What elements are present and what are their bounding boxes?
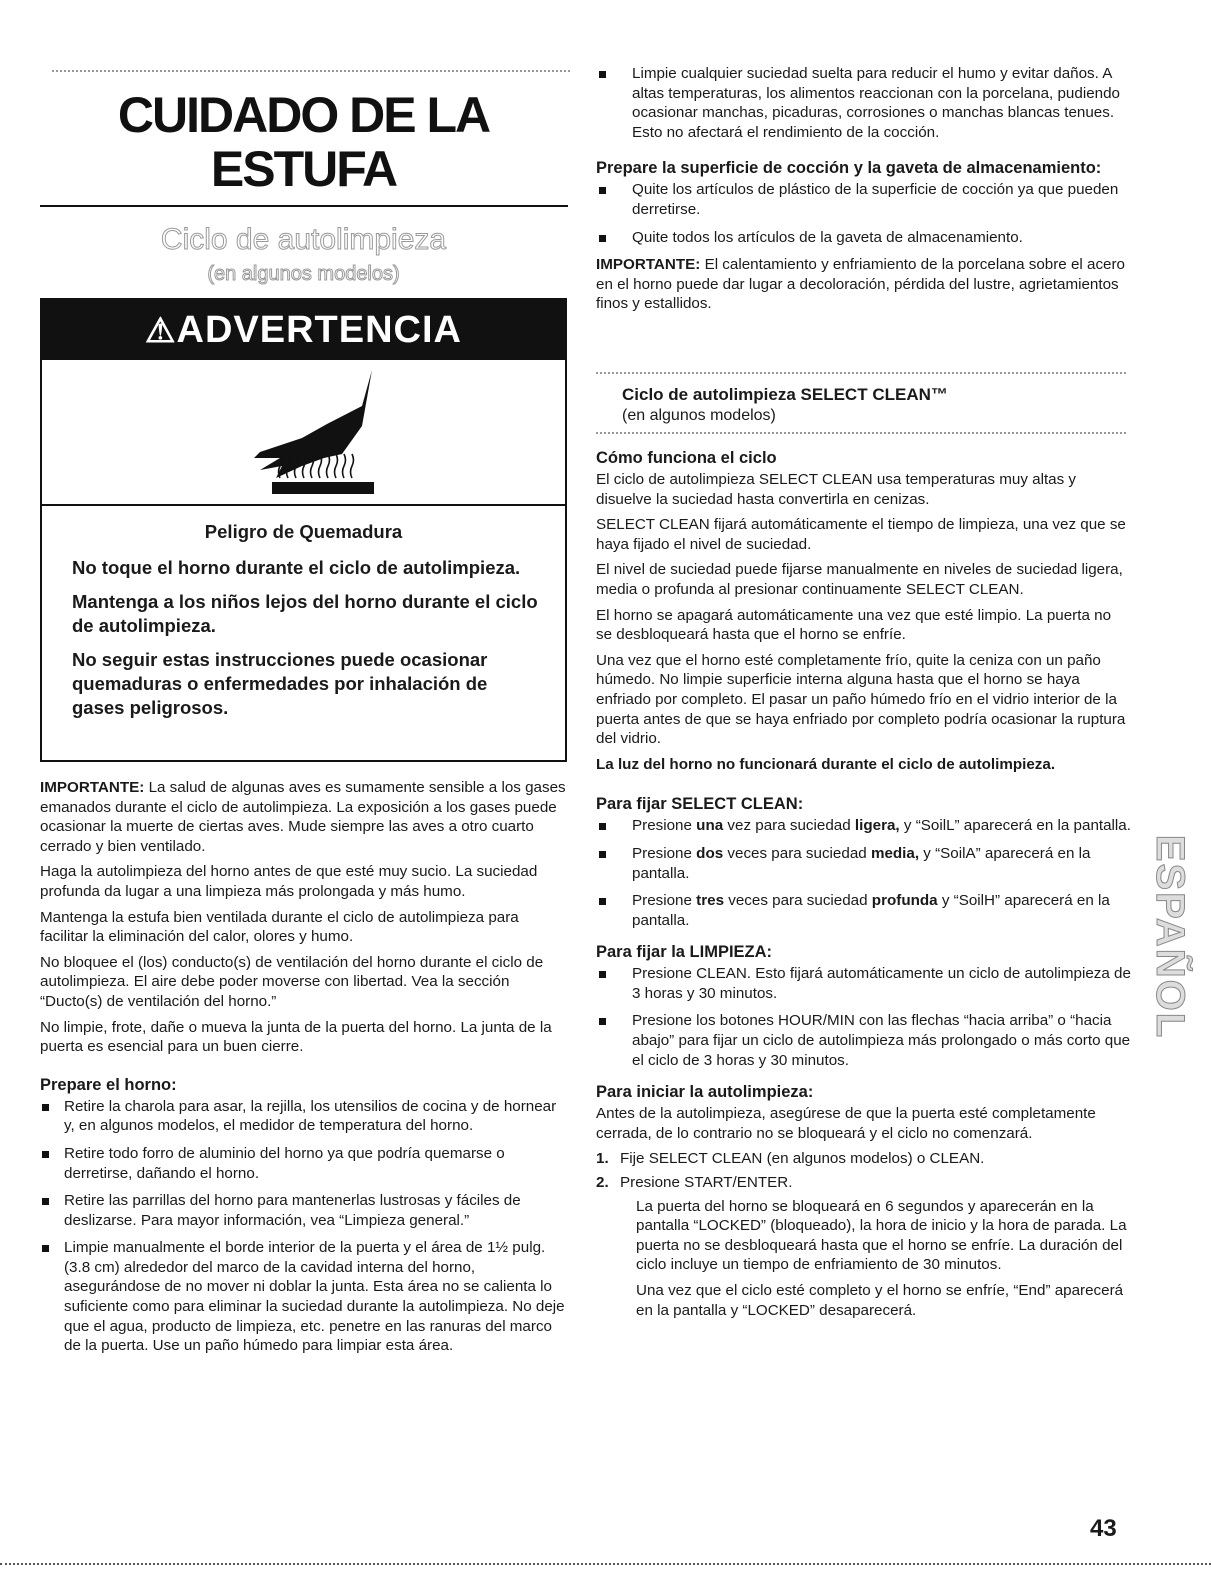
title-rule (40, 205, 568, 207)
important-note (40, 778, 567, 856)
important-note (596, 255, 1131, 314)
list-item (596, 891, 1131, 930)
list-item-emphasis: tres (696, 892, 725, 910)
warning-box (40, 298, 567, 762)
list-item-text: Quite todos los artículos de la gaveta de almacenamiento. (632, 228, 1023, 246)
list-item-text: Limpie cualquier suciedad suelta para reducir el humo y evitar daños. A altas temperaturas, los alimentos reaccionan con la porcelana, pudiendo ocasionar manchas, picaduras, corrosiones o manchas blancas tenues. Esto no afectará el rendimiento de la cocción. (632, 65, 1120, 141)
list-item-emphasis: profunda (871, 892, 938, 910)
top-rule-left (52, 70, 570, 72)
list-item (40, 1097, 567, 1136)
list-item (596, 816, 1131, 836)
title-line-2: ESTUFA (210, 141, 397, 197)
warning-lines (72, 556, 542, 730)
right-body-main (596, 448, 1131, 1326)
set-clean-heading: Para fijar la LIMPIEZA: (596, 943, 773, 962)
list-item-text: veces para suciedad (724, 892, 872, 910)
list-item (596, 964, 1131, 1003)
list-item-text: Quite los artículos de plástico de la superficie de cocción ya que pueden derretirse. (632, 181, 1119, 218)
oven-light-note: La luz del horno no funcionará durante el ciclo de autolimpieza. (596, 755, 1056, 773)
important-text: La salud de algunas aves es sumamente sensible a los gases emanados durante el ciclo de autolimpieza. La exposición a los gases puede ocasionar la muerte de ciertas aves. Mude siempre las aves a otro cuarto cerrado y bien ventilado. (40, 779, 566, 855)
step-detail: Una vez que el ciclo esté completo y el horno se enfríe, “End” aparecerá en la pantalla y “LOCKED” desaparecerá. (636, 1282, 1124, 1319)
select-clean-note: (en algunos modelos) (622, 407, 776, 424)
list-item-text: Presione (632, 892, 697, 910)
important-text: El calentamiento y enfriamiento de la porcelana sobre el acero en el horno puede dar lugar a decoloración, pérdida del lustre, agrietamientos finos y estallidos. (596, 256, 1125, 313)
step-text: Presione START/ENTER. (620, 1174, 793, 1192)
paragraph: No limpie, frote, dañe o mueva la junta de la puerta del horno. La junta de la puerta es esencial para un buen cierre. (40, 1018, 552, 1056)
list-item-text: Retire todo forro de aluminio del horno ya que podría quemarse o derretirse, dañando el horno. (64, 1144, 505, 1182)
list-item-text: Retire la charola para asar, la rejilla, los utensilios de cocina y de hornear y, en algunos modelos, el medidor de temperatura del horno. (64, 1097, 557, 1135)
bullet-icon (42, 1245, 49, 1252)
list-item (596, 64, 1131, 142)
bullet-icon (599, 898, 606, 905)
start-cleaning-heading: Para iniciar la autolimpieza: (596, 1083, 814, 1102)
bullet-icon (42, 1104, 49, 1111)
warning-line: No seguir estas instrucciones puede ocasionar quemaduras o enfermedades por inhalación de gases peligrosos. (72, 649, 488, 718)
step-item (596, 1149, 1131, 1169)
warning-banner-label: ADVERTENCIA (176, 309, 462, 351)
step-text: Fije SELECT CLEAN (en algunos modelos) o CLEAN. (620, 1150, 985, 1168)
bullet-icon (599, 971, 606, 978)
warning-divider (42, 504, 565, 506)
list-item-text: y “SoilL” aparecerá en la pantalla. (899, 817, 1131, 835)
step-number: 1. (596, 1150, 609, 1168)
list-item-text: y “SoilA” aparecerá en la pantalla. (632, 844, 1091, 882)
step-number: 2. (596, 1174, 609, 1192)
list-item-text: Limpie manualmente el borde interior de la puerta y el área de 1½ pulg. (3.8 cm) alrededor del marco de la cavidad interna del horno, asegurándose de no mover ni doblar la junta. Esta área no se calienta lo suficiente como para eliminar la suciedad durante la autolimpieza. No deje que el agua, producto de limpieza, etc. penetre en las ranuras del marco de la puerta. Use un paño húmedo para limpiar esta área. (64, 1239, 565, 1355)
hot-surface-hand-icon (232, 366, 392, 496)
list-item (596, 844, 1131, 883)
bullet-icon (599, 1018, 606, 1025)
list-item-text: y “SoilH” aparecerá en la pantalla. (632, 892, 1110, 929)
warning-banner (42, 300, 565, 360)
list-item-text: Presione (632, 844, 697, 862)
page-title (40, 88, 567, 196)
paragraph: El nivel de suciedad puede fijarse manualmente en niveles de suciedad ligera, media o profunda al presionar continuamente SELECT CLEAN. (596, 561, 1123, 598)
list-item (596, 180, 1131, 219)
page-number: 43 (1090, 1515, 1117, 1542)
list-item (40, 1191, 567, 1230)
list-item-text: vez para suciedad (723, 817, 855, 835)
list-item (596, 228, 1131, 248)
prepare-oven-heading: Prepare el horno: (40, 1075, 177, 1094)
list-item-text: Retire las parrillas del horno para mantenerlas lustrosas y fáciles de deslizarse. Para mayor información, vea “Limpieza general.” (64, 1192, 521, 1229)
language-tab (1150, 812, 1190, 1062)
list-item-emphasis: dos (696, 844, 724, 862)
list-item-text: Presione (632, 817, 697, 835)
list-item-text: Presione los botones HOUR/MIN con las flechas “hacia arriba” o “hacia abajo” para fijar un ciclo de autolimpieza más prolongado o más corto que el ciclo de 3 horas y 30 minutos. (632, 1012, 1131, 1069)
paragraph: Una vez que el horno esté completamente frío, quite la ceniza con un paño húmedo. No limpie superficie interna alguna hasta que el horno se haya enfriado por completo. El pasar un paño húmedo frío en el vidrio interior de la puerta antes de que se haya enfriado por completo podría ocasionar la ruptura del vidrio. (596, 651, 1126, 748)
bullet-icon (599, 823, 606, 830)
bullet-icon (42, 1198, 49, 1205)
list-item-emphasis: media, (870, 844, 920, 862)
list-item (596, 1011, 1131, 1070)
section-subtitle-note: (en algunos modelos) (207, 263, 400, 285)
list-item (40, 1238, 567, 1356)
list-item (40, 1144, 567, 1183)
bullet-icon (42, 1151, 49, 1158)
warning-triangle-icon: ⚠ (145, 312, 177, 350)
warning-heading: Peligro de Quemadura (204, 521, 403, 542)
warning-line: Mantenga a los niños lejos del horno durante el ciclo de autolimpieza. (72, 591, 538, 636)
select-clean-rule-bottom (596, 432, 1126, 434)
paragraph: No bloquee el (los) conducto(s) de ventilación del horno durante el ciclo de autolimpieza. El aire debe poder moverse con libertad. Vea la sección “Ducto(s) de ventilación del horno.” (40, 953, 544, 1010)
list-item-emphasis: una (696, 817, 724, 835)
language-tab-label: ESPAÑOL (1148, 834, 1192, 1040)
bullet-icon (599, 851, 606, 858)
set-select-clean-heading: Para fijar SELECT CLEAN: (596, 795, 804, 814)
bullet-icon (599, 235, 606, 242)
paragraph: El horno se apagará automáticamente una vez que esté limpio. La puerta no se desbloqueará hasta que el horno se enfríe. (596, 606, 1112, 644)
bullet-icon (599, 71, 606, 78)
title-line-1: CUIDADO DE LA (117, 87, 490, 143)
how-it-works-heading: Cómo funciona el ciclo (596, 449, 777, 467)
warning-line: No toque el horno durante el ciclo de autolimpieza. (72, 557, 521, 578)
section-subtitle: Ciclo de autolimpieza (160, 223, 447, 256)
surface-heading: Prepare la superficie de cocción y la gaveta de almacenamiento: (596, 159, 1102, 178)
bullet-icon (599, 187, 606, 194)
step-item (596, 1173, 1131, 1193)
important-label: IMPORTANTE: (596, 256, 701, 274)
select-clean-heading: Ciclo de autolimpieza SELECT CLEAN™ (622, 385, 948, 404)
step-detail: La puerta del horno se bloqueará en 6 segundos y aparecerán en la pantalla “LOCKED” (bloqueado), la hora de inicio y la hora de parada. La puerta no se desbloqueará hasta que el horno se enfríe. La duración del ciclo incluye un tiempo de enfriamiento de 30 minutos. (636, 1197, 1127, 1274)
select-clean-rule-top (596, 372, 1126, 374)
paragraph: Antes de la autolimpieza, asegúrese de que la puerta esté completamente cerrada, de lo contrario no se bloqueará y el ciclo no comenzará. (596, 1105, 1096, 1142)
paragraph: SELECT CLEAN fijará automáticamente el tiempo de limpieza, una vez que se haya fijado el nivel de suciedad. (596, 516, 1126, 553)
list-item-text: Presione CLEAN. Esto fijará automáticamente un ciclo de autolimpieza de 3 horas y 30 minutos. (632, 965, 1131, 1002)
left-body (40, 778, 567, 1364)
important-label: IMPORTANTE: (40, 779, 145, 796)
paragraph: Mantenga la estufa bien ventilada durante el ciclo de autolimpieza para facilitar la eliminación del calor, olores y humo. (40, 908, 519, 946)
paragraph: Haga la autolimpieza del horno antes de que esté muy sucio. La suciedad profunda da lugar a una limpieza más prolongada y más humo. (40, 863, 538, 900)
bottom-rule (0, 1563, 1211, 1565)
right-body-top (596, 64, 1131, 320)
paragraph: El ciclo de autolimpieza SELECT CLEAN usa temperaturas muy altas y disuelve la suciedad hasta convertirla en cenizas. (596, 471, 1077, 508)
list-item-text: veces para suciedad (723, 844, 871, 862)
list-item-emphasis: ligera, (854, 817, 900, 835)
